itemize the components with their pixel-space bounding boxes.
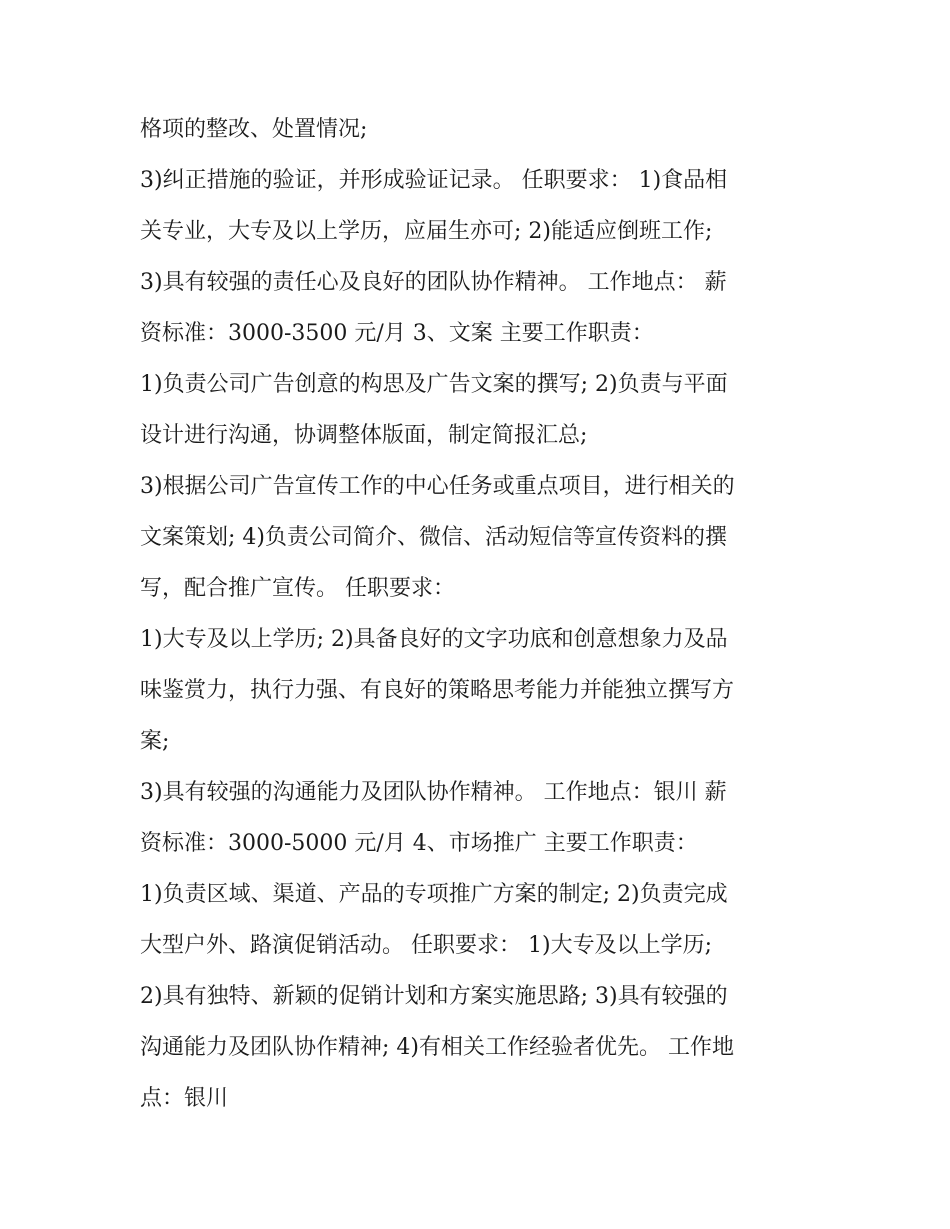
text-line: 1)负责区域、渠道、产品的专项推广方案的制定; 2)负责完成 [140, 882, 728, 907]
text-line: 味鉴赏力，执行力强、有良好的策略思考能力并能独立撰写方 [140, 678, 735, 703]
text-line: 大型户外、路演促销活动。 任职要求： 1)大专及以上学历; [140, 933, 712, 958]
text-line: 写，配合推广宣传。 任职要求： [140, 576, 455, 601]
text-line: 1)大专及以上学历; 2)具备良好的文字功底和创意想象力及品 [140, 627, 728, 652]
text-line: 3)纠正措施的验证，并形成验证记录。 任职要求： 1)食品相 [140, 168, 728, 193]
text-line: 2)具有独特、新颖的促销计划和方案实施思路; 3)具有较强的 [140, 984, 728, 1009]
text-line: 关专业，大专及以上学历，应届生亦可; 2)能适应倒班工作; [140, 219, 713, 244]
text-line: 设计进行沟通，协调整体版面，制定简报汇总; [140, 423, 588, 448]
text-line: 格项的整改、处置情况; [140, 117, 368, 142]
text-line: 3)具有较强的沟通能力及团队协作精神。 工作地点：银川 薪 [140, 780, 727, 805]
text-line: 1)负责公司广告创意的构思及广告文案的撰写; 2)负责与平面 [140, 372, 728, 397]
text-line: 点：银川 [140, 1086, 229, 1111]
document-body [140, 104, 820, 1124]
text-line: 3)根据公司广告宣传工作的中心任务或重点项目，进行相关的 [140, 474, 735, 499]
text-line: 资标准：3000-5000 元/月 4、市场推广 主要工作职责： [140, 831, 698, 856]
text-line: 沟通能力及团队协作精神; 4)有相关工作经验者优先。 工作地 [140, 1035, 734, 1060]
text-line: 文案策划; 4)负责公司简介、微信、活动短信等宣传资料的撰 [140, 525, 727, 550]
text-line: 案; [140, 729, 170, 754]
text-line: 3)具有较强的责任心及良好的团队协作精神。 工作地点： 薪 [140, 270, 727, 295]
text-line: 资标准：3000-3500 元/月 3、文案 主要工作职责： [140, 321, 654, 346]
